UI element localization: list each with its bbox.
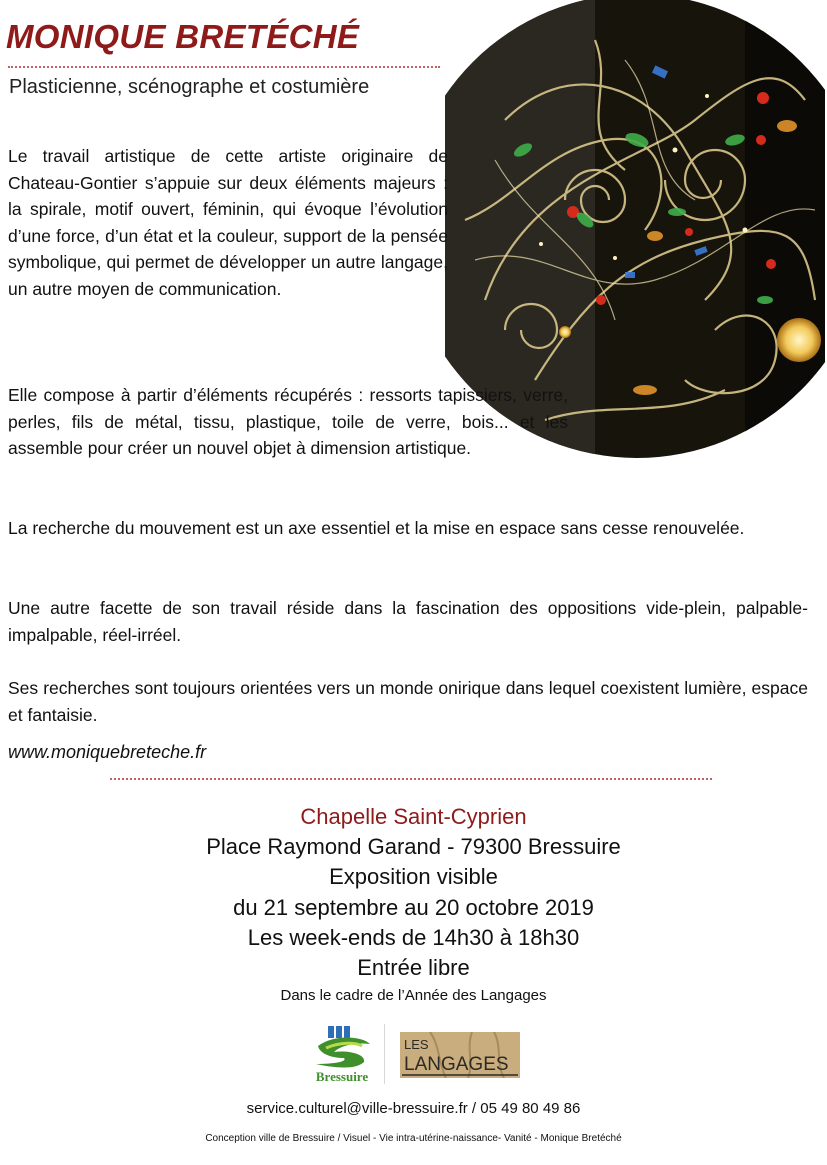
langages-logo-text-1: LES [404,1037,429,1052]
logo-separator [384,1024,385,1084]
exhibition-label: Exposition visible [329,864,498,889]
langages-logo [400,1032,520,1078]
venue-address: Place Raymond Garand - 79300 Bressuire [206,834,621,859]
design-credit: Conception ville de Bressuire / Visuel - Vie intra-utérine-naissance- Vanité - Monique Bretéché [205,1133,622,1144]
paragraph-dream-world: Ses recherches sont toujours orientées vers un monde onirique dans lequel coexistent lumière, espace et fantaisie. [8,678,808,725]
event-context: Dans le cadre de l’Année des Langages [280,987,547,1004]
bressuire-logo [304,1024,380,1084]
paragraph-movement: La recherche du mouvement est un axe essentiel et la mise en espace sans cesse renouvelée. [8,518,745,538]
paragraph-spiral: Le travail artistique de cette artiste originaire de Chateau-Gontier s’appuie sur deux éléments majeurs : la spirale, motif ouvert, féminin, qui évoque l’évolution d’une force, d’un état et la couleur, support de la pensée symbolique, qui permet de développer un autre langage, un autre moyen de communication. [8,146,448,299]
paragraph-materials: Elle compose à partir d’éléments récupérés : ressorts tapissiers, verre, perles, fils de métal, tissu, plastique, toile de verre, bois... et les assemble pour créer un nouvel objet à dimension artistique. [8,385,568,458]
partner-logos [300,1024,530,1086]
dotted-divider-top [8,66,440,68]
page-title: MONIQUE BRETÉCHÉ [6,18,360,55]
exhibition-dates: du 21 septembre au 20 octobre 2019 [233,895,594,920]
langages-logo-text-2: LANGAGES [404,1054,509,1075]
entry-info: Entrée libre [357,955,470,980]
venue-name: Chapelle Saint-Cyprien [300,804,527,829]
exhibition-hours: Les week-ends de 14h30 à 18h30 [247,925,580,950]
page-subtitle: Plasticienne, scénographe et costumière [9,76,370,98]
paragraph-oppositions: Une autre facette de son travail réside dans la fascination des oppositions vide-plein, palpable-impalpable, réel-irréel. [8,598,808,645]
website-link[interactable]: www.moniquebreteche.fr [8,742,207,762]
dotted-divider-bottom [110,778,712,780]
contact-info[interactable]: service.culturel@ville-bressuire.fr / 05 49 80 49 86 [246,1100,581,1117]
bressuire-logo-text: Bressuire [315,1069,369,1084]
